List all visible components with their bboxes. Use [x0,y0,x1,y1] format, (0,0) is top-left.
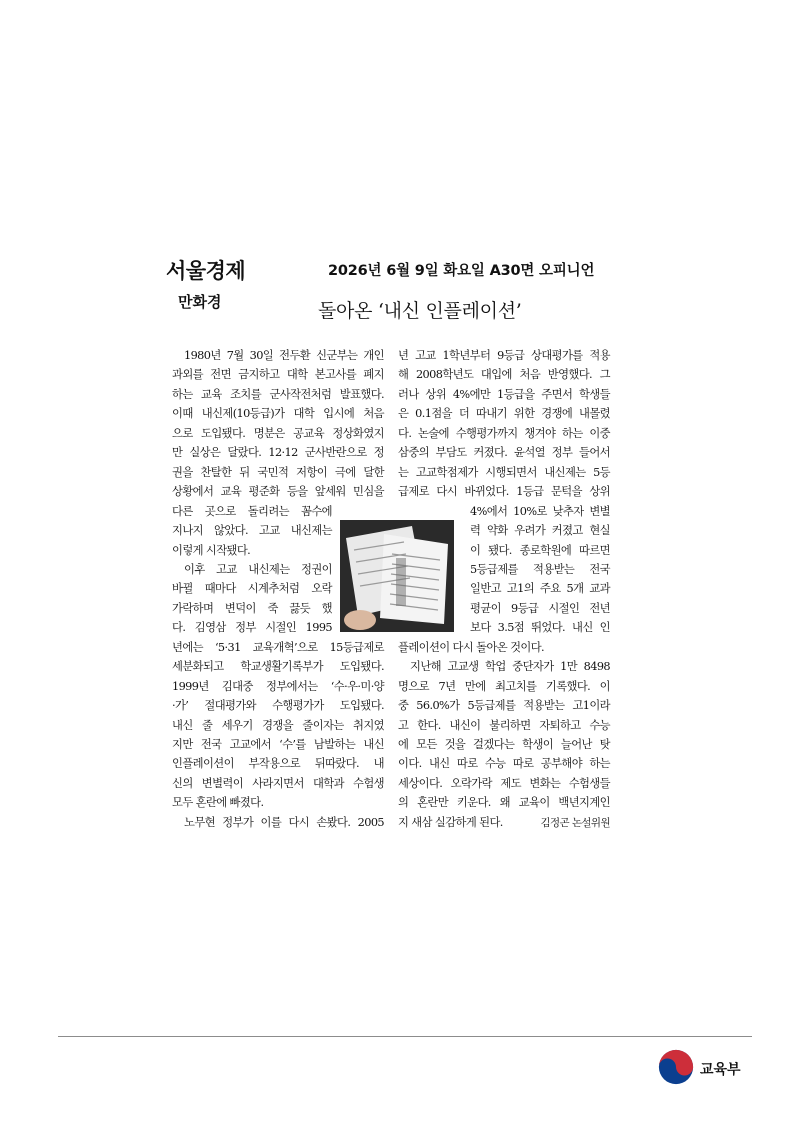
article-text-line: 1980년 7월 30일 전두환 신군부는 개인 [184,349,384,362]
article-text-line: 만 실상은 달랐다. 12·12 군사반란으로 정 [172,446,384,460]
article-text-line: 세분화되고 학교생활기록부가 도입됐다. [172,660,384,674]
article-text-line: 평균이 9등급 시절인 전년 [470,601,610,615]
article-text-line: 다. 김영삼 정부 시절인 1995 [172,621,332,635]
article-text-line: 신의 변별력이 사라지면서 대학과 수험생 [172,776,384,790]
article-text-line: 으로 도입됐다. 명분은 공교육 정상화였지 [172,426,384,440]
article-text-line: 하는 교육 조치를 군사작전처럼 발표했다. [172,387,384,401]
article-text-line: 내신 줄 세우기 경쟁을 줄이자는 취지였 [172,718,384,732]
article-text-line: 지난해 고교생 학업 중단자가 1만 8498 [410,660,610,674]
section-label: 만화경 [178,293,222,311]
article-text-line: 지만 전국 고교에서 ‘수’를 남발하는 내신 [172,738,384,751]
dateline: 2026년 6월 9일 화요일 A30면 오피니언 [328,263,595,279]
article-text-line: 세상이다. 오락가락 제도 변화는 수험생들 [398,776,610,790]
article-text-line: 다. 논술에 수행평가까지 챙겨야 하는 이중 [398,426,610,440]
article-text-line: 년 고교 1학년부터 9등급 상대평가를 적용 [398,349,610,362]
article-text-line: 중 56.0%가 5등급제를 적용받는 고1이라 [398,699,610,713]
article-text-line: 러나 상위 4%에만 1등급을 주면서 학생들 [398,387,610,401]
article-text-line: 상황에서 교육 평준화 등을 앞세워 민심을 [172,485,384,499]
article-text-line: 급제로 다시 바뀌었다. 1등급 문턱을 상위 [398,485,610,499]
article-text-line: 이후 고교 내신제는 정권이 [184,562,332,576]
article-text-line: 5등급제를 적용받는 전국 [470,562,610,576]
article-text-line: 지 새삼 실감하게 된다. [398,815,503,829]
article-text-line: 모두 혼란에 빠졌다. [172,796,264,810]
article-text-line: 바뀔 때마다 시계추처럼 오락 [172,582,332,596]
article-text-line: 은 0.1점을 더 따내기 위한 경쟁에 내몰렸 [398,407,610,421]
article-text-line: 과외를 전면 금지하고 대학 본고사를 폐지 [172,368,384,382]
article-text-line: 4%에서 10%로 낮추자 변별 [470,504,610,518]
article-text-line: 력 약화 우려가 커졌고 현실 [470,524,610,538]
article-text-line: 이 됐다. 종로학원에 따르면 [470,543,610,557]
taegeuk-logo-icon [657,1048,695,1086]
article-text-line: 이렇게 시작됐다. [172,543,251,557]
article-text-line: 가락하며 변덕이 죽 끓듯 했 [172,601,332,615]
article-text-line: 1999년 김대중 정부에서는 ‘수·우·미·양 [172,679,384,693]
article-text-line: 노무현 정부가 이를 다시 손봤다. 2005 [184,815,384,829]
article-text-line: 지나지 않았다. 고교 내신제는 [172,524,332,538]
article-text-line: 년에는 ‘5·31 교육개혁’으로 15등급제로 [172,640,384,654]
article-text-line: 고 한다. 내신이 불리하면 자퇴하고 수능 [398,718,610,732]
article-photo [340,520,454,632]
article-text-line: 삼중의 부담도 커졌다. 윤석열 정부 들어서 [398,446,610,460]
article-text-line: 는 고교학점제가 시행되면서 내신제는 5등 [398,465,610,479]
article-text-line: 이다. 내신 따로 수능 따로 공부해야 하는 [398,757,610,771]
article-text-line: 이때 내신제(10등급)가 대학 입시에 처음 [172,407,384,421]
author-byline: 김정곤 논설위원 [540,816,610,829]
article-text-line: 의 혼란만 키운다. 왜 교육이 백년지계인 [398,796,610,810]
publication-name: 서울경제 [166,259,246,283]
footer-divider [58,1036,752,1037]
article-text-line: 다른 곳으로 돌리려는 꼼수에 [172,504,332,518]
article-text-line: 보다 3.5점 뛰었다. 내신 인 [470,621,610,635]
ministry-logo-text: 교육부 [700,1062,741,1078]
article-text-line: ·가’ 절대평가와 수행평가가 도입됐다. [172,699,384,713]
article-text-line: 인플레이션이 부작용으로 뒤따랐다. 내 [172,757,384,771]
article-text-line: 권을 찬탈한 뒤 국민적 저항이 극에 달한 [172,465,384,479]
article-text-line: 일반고 고1의 주요 5개 교과 [470,582,610,596]
article-text-line: 플레이션이 다시 돌아온 것이다. [398,640,545,654]
article-text-line: 에 모든 것을 걸겠다는 학생이 늘어난 탓 [398,738,610,751]
article-text-line: 명으로 7년 만에 최고치를 기록했다. 이 [398,679,610,693]
article-text-line: 해 2008학년도 대입에 처음 반영했다. 그 [398,368,610,382]
article-headline: 돌아온 ‘내신 인플레이션’ [318,300,522,322]
